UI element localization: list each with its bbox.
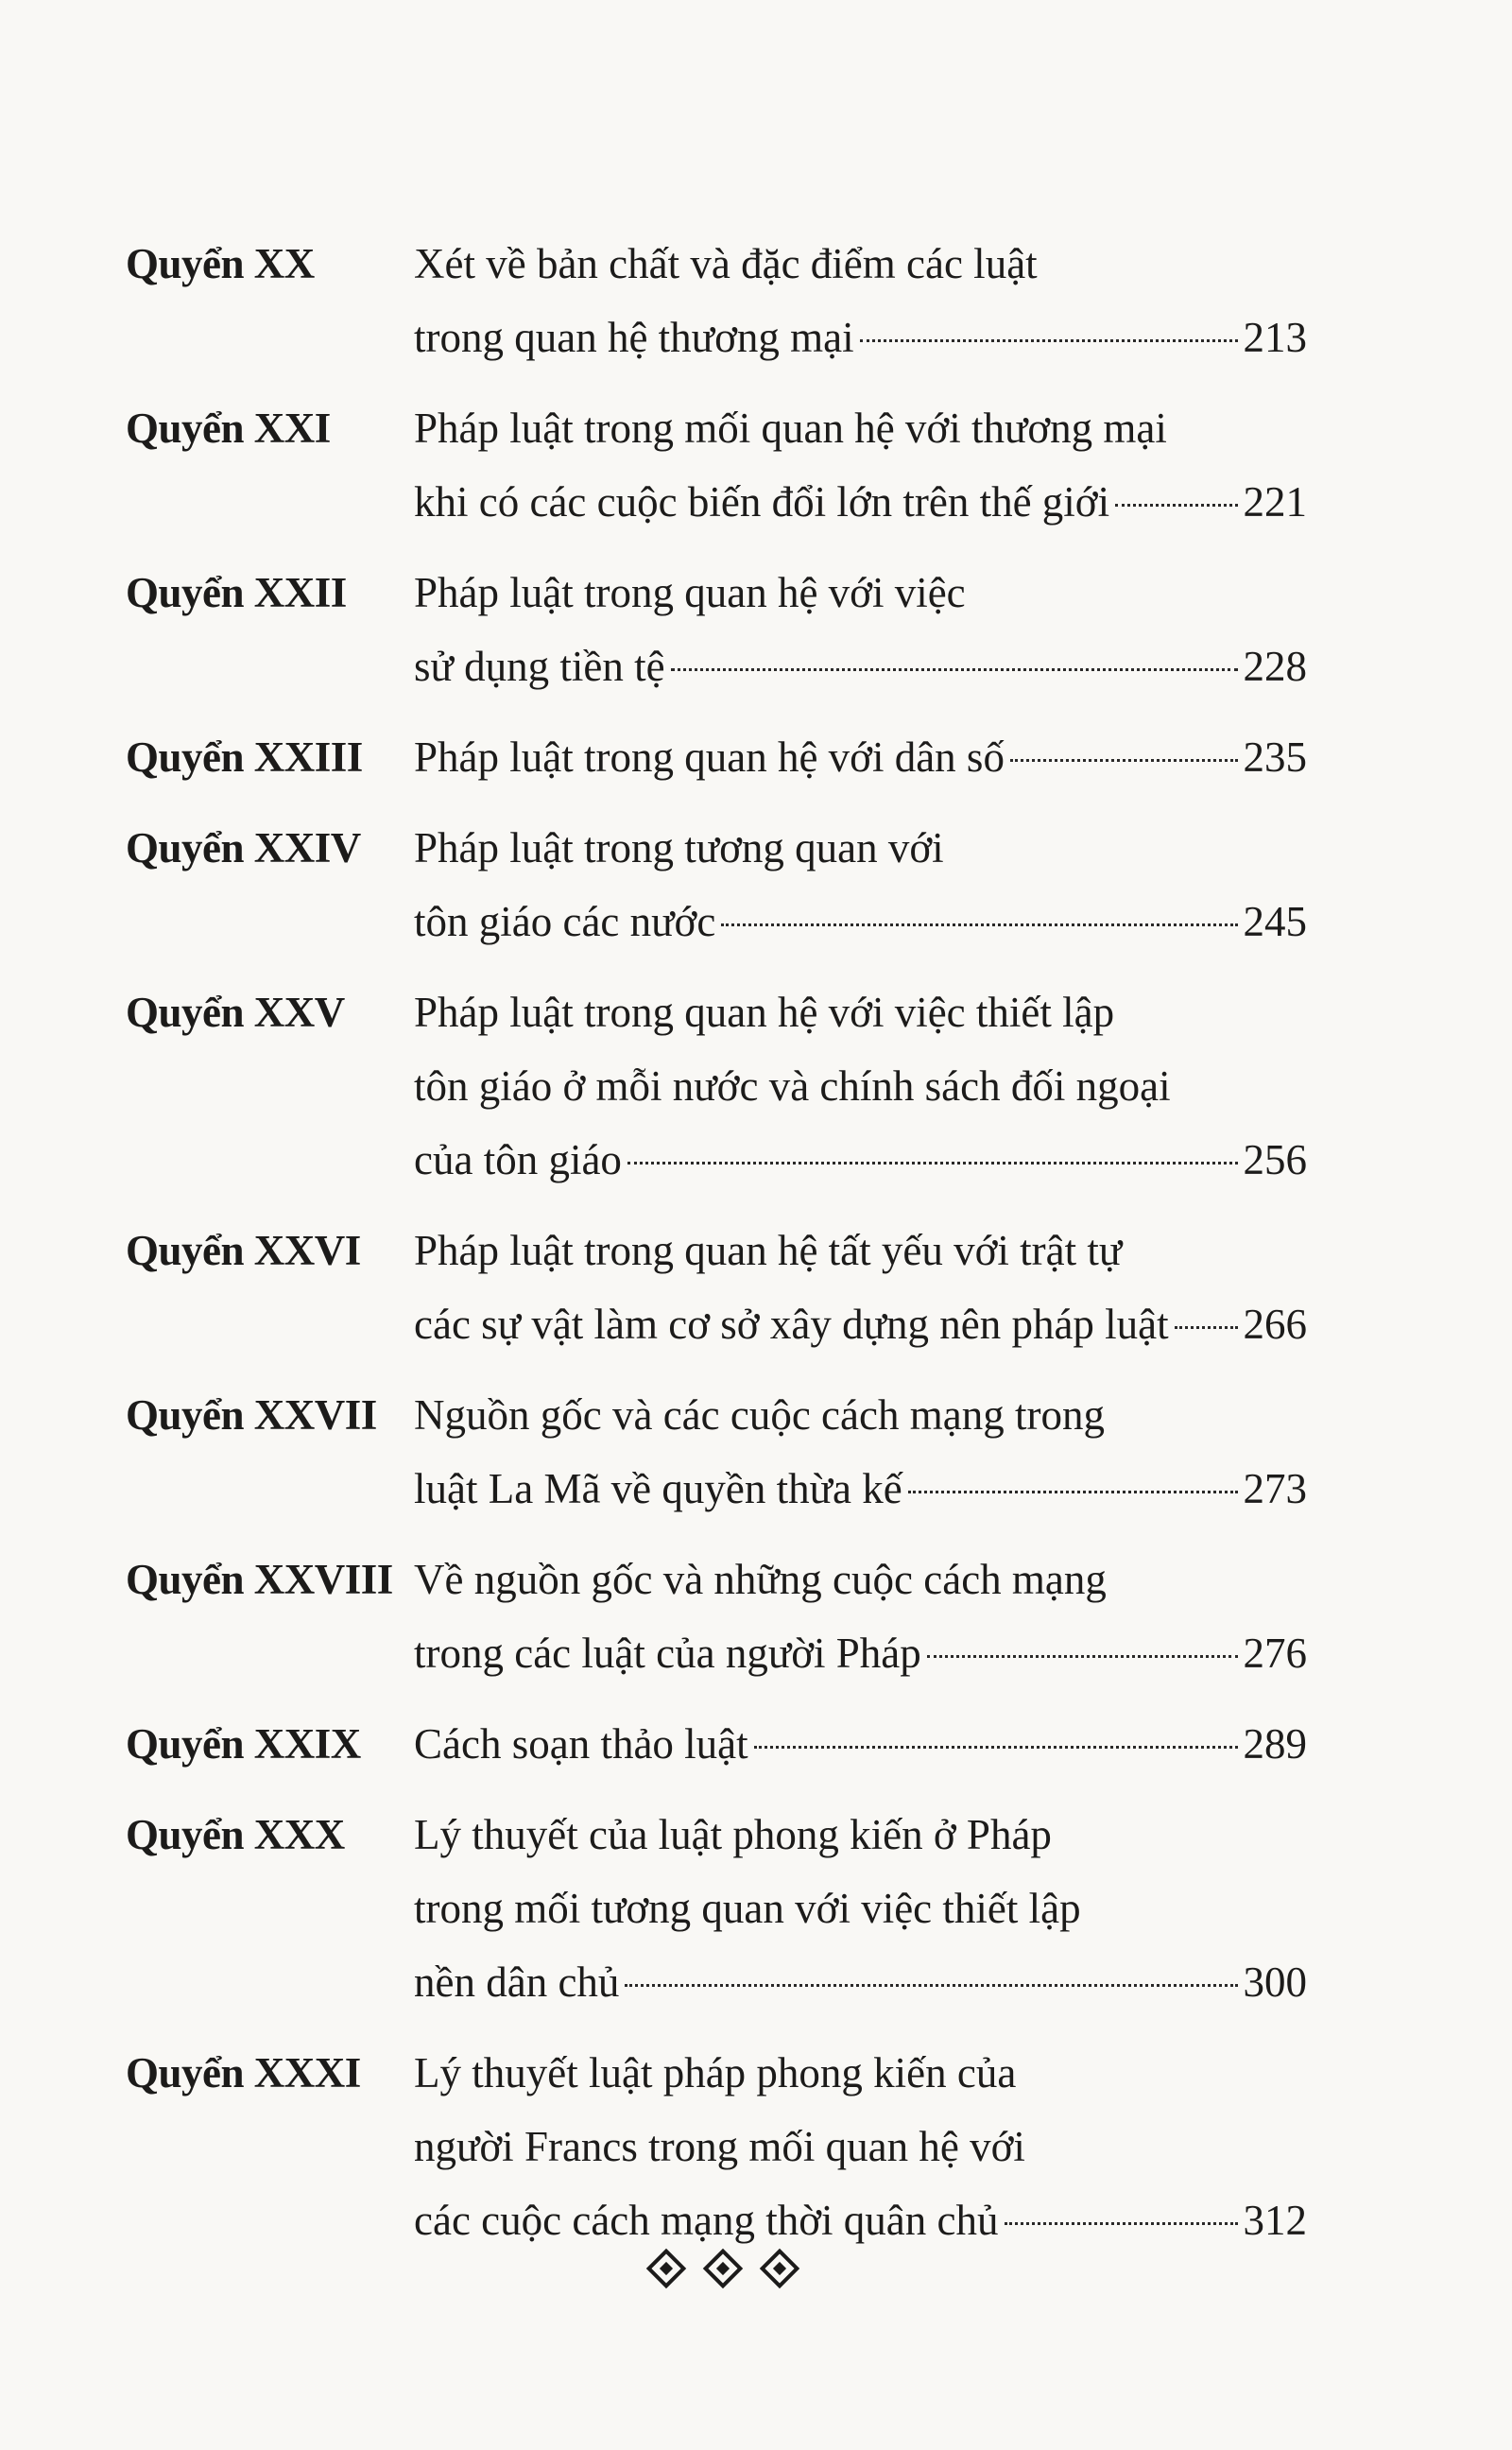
dot-leader — [1115, 504, 1237, 507]
entry-title-end: nền dân chủ — [414, 1958, 620, 2006]
toc-entry — [126, 1798, 1307, 2019]
entry-title-line: Pháp luật trong quan hệ tất yếu với trật tự — [414, 1227, 1123, 1274]
dot-leader — [671, 668, 1238, 671]
entry-final-line — [414, 1452, 1307, 1526]
entry-body — [414, 2036, 1307, 2257]
entry-body — [414, 1543, 1307, 1690]
entry-title-end: các sự vật làm cơ sở xây dựng nên pháp luật — [414, 1301, 1169, 1348]
entry-final-line — [414, 885, 1307, 958]
toc-entry — [126, 391, 1307, 539]
page-number: 273 — [1243, 1465, 1307, 1512]
entry-title-end: trong các luật của người Pháp — [414, 1630, 921, 1677]
book-number: Quyển XXX — [126, 1811, 345, 1858]
book-number: Quyển XXVII — [126, 1391, 377, 1439]
entry-title-line: Pháp luật trong quan hệ với việc thiết lập — [414, 989, 1115, 1036]
toc-entry — [126, 811, 1307, 958]
entry-title-end: Pháp luật trong quan hệ với dân số — [414, 733, 1005, 781]
entry-final-line — [414, 1945, 1307, 2019]
entry-title-line: trong mối tương quan với việc thiết lập — [414, 1885, 1081, 1932]
book-number: Quyển XXIX — [126, 1720, 361, 1768]
entry-body — [414, 811, 1307, 958]
entry-final-line — [414, 301, 1307, 374]
toc-entry — [126, 1707, 1307, 1781]
entry-body — [414, 1707, 1307, 1781]
book-number: Quyển XXI — [126, 405, 331, 452]
dot-leader — [1175, 1326, 1238, 1329]
entry-title-line: Lý thuyết luật pháp phong kiến của — [414, 2049, 1017, 2096]
book-number: Quyển XXVIII — [126, 1556, 393, 1603]
toc-entry — [126, 1214, 1307, 1361]
entry-title-line: Nguồn gốc và các cuộc cách mạng trong — [414, 1391, 1105, 1439]
page-number: 245 — [1243, 898, 1307, 945]
entry-title-line: Lý thuyết của luật phong kiến ở Pháp — [414, 1811, 1052, 1858]
entry-title-end: Cách soạn thảo luật — [414, 1720, 748, 1768]
book-number: Quyển XXIV — [126, 824, 361, 871]
entry-body — [414, 975, 1307, 1197]
entry-title-line: tôn giáo ở mỗi nước và chính sách đối ngoại — [414, 1062, 1171, 1110]
book-number: Quyển XXIII — [126, 733, 363, 781]
entry-title-line: Pháp luật trong quan hệ với việc — [414, 569, 966, 616]
toc-entry — [126, 720, 1307, 794]
entry-title-line: Xét về bản chất và đặc điểm các luật — [414, 240, 1038, 287]
book-number: Quyển XXV — [126, 989, 345, 1036]
page-number: 312 — [1243, 2197, 1307, 2244]
dot-leader — [1010, 759, 1238, 762]
entry-final-line — [414, 1707, 1307, 1781]
entry-title-end: trong quan hệ thương mại — [414, 314, 854, 361]
entry-title-line: Về nguồn gốc và những cuộc cách mạng — [414, 1556, 1107, 1603]
entry-title-end: sử dụng tiền tệ — [414, 643, 665, 690]
page-number: 289 — [1243, 1720, 1307, 1768]
entry-title-line: Pháp luật trong mối quan hệ với thương mại — [414, 405, 1167, 452]
entry-body — [414, 227, 1307, 374]
entry-final-line — [414, 1287, 1307, 1361]
toc-entry — [126, 975, 1307, 1197]
dot-leader — [625, 1984, 1237, 1987]
page-number: 300 — [1243, 1958, 1307, 2006]
toc-entry — [126, 556, 1307, 703]
toc-entry — [126, 1378, 1307, 1526]
entry-title-line: người Francs trong mối quan hệ với — [414, 2123, 1025, 2170]
end-ornament — [652, 2245, 794, 2292]
page-number: 276 — [1243, 1630, 1307, 1677]
entry-title-end: khi có các cuộc biến đổi lớn trên thế giới — [414, 478, 1110, 526]
book-number: Quyển XXXI — [126, 2049, 361, 2096]
page-number: 266 — [1243, 1301, 1307, 1348]
page-number: 256 — [1243, 1136, 1307, 1183]
page-number: 228 — [1243, 643, 1307, 690]
book-number: Quyển XX — [126, 240, 315, 287]
entry-final-line — [414, 1616, 1307, 1690]
diamond-icon — [760, 2249, 799, 2288]
dot-leader — [721, 923, 1237, 926]
page-number: 235 — [1243, 733, 1307, 781]
entry-title-line: Pháp luật trong tương quan với — [414, 824, 944, 871]
entry-body — [414, 1378, 1307, 1526]
dot-leader — [860, 339, 1238, 342]
page-number: 213 — [1243, 314, 1307, 361]
toc-entry — [126, 227, 1307, 374]
dot-leader — [1005, 2222, 1238, 2225]
book-number: Quyển XXVI — [126, 1227, 361, 1274]
entry-title-end: tôn giáo các nước — [414, 898, 716, 945]
entry-final-line — [414, 720, 1307, 794]
entry-title-end: các cuộc cách mạng thời quân chủ — [414, 2197, 999, 2244]
entry-final-line — [414, 465, 1307, 539]
entry-body — [414, 556, 1307, 703]
entry-body — [414, 391, 1307, 539]
diamond-icon — [703, 2249, 743, 2288]
entry-body — [414, 1798, 1307, 2019]
toc-entry — [126, 1543, 1307, 1690]
toc-entry — [126, 2036, 1307, 2257]
entry-final-line — [414, 2183, 1307, 2257]
dot-leader — [754, 1746, 1238, 1749]
entry-title-end: luật La Mã về quyền thừa kế — [414, 1465, 902, 1512]
dot-leader — [927, 1655, 1238, 1658]
dot-leader — [627, 1162, 1238, 1165]
entry-body — [414, 720, 1307, 794]
entry-final-line — [414, 1123, 1307, 1197]
page-number: 221 — [1243, 478, 1307, 526]
entry-title-end: của tôn giáo — [414, 1136, 622, 1183]
entry-body — [414, 1214, 1307, 1361]
table-of-contents — [126, 227, 1307, 2274]
entry-final-line — [414, 630, 1307, 703]
diamond-icon — [646, 2249, 686, 2288]
dot-leader — [908, 1491, 1238, 1493]
book-number: Quyển XXII — [126, 569, 347, 616]
